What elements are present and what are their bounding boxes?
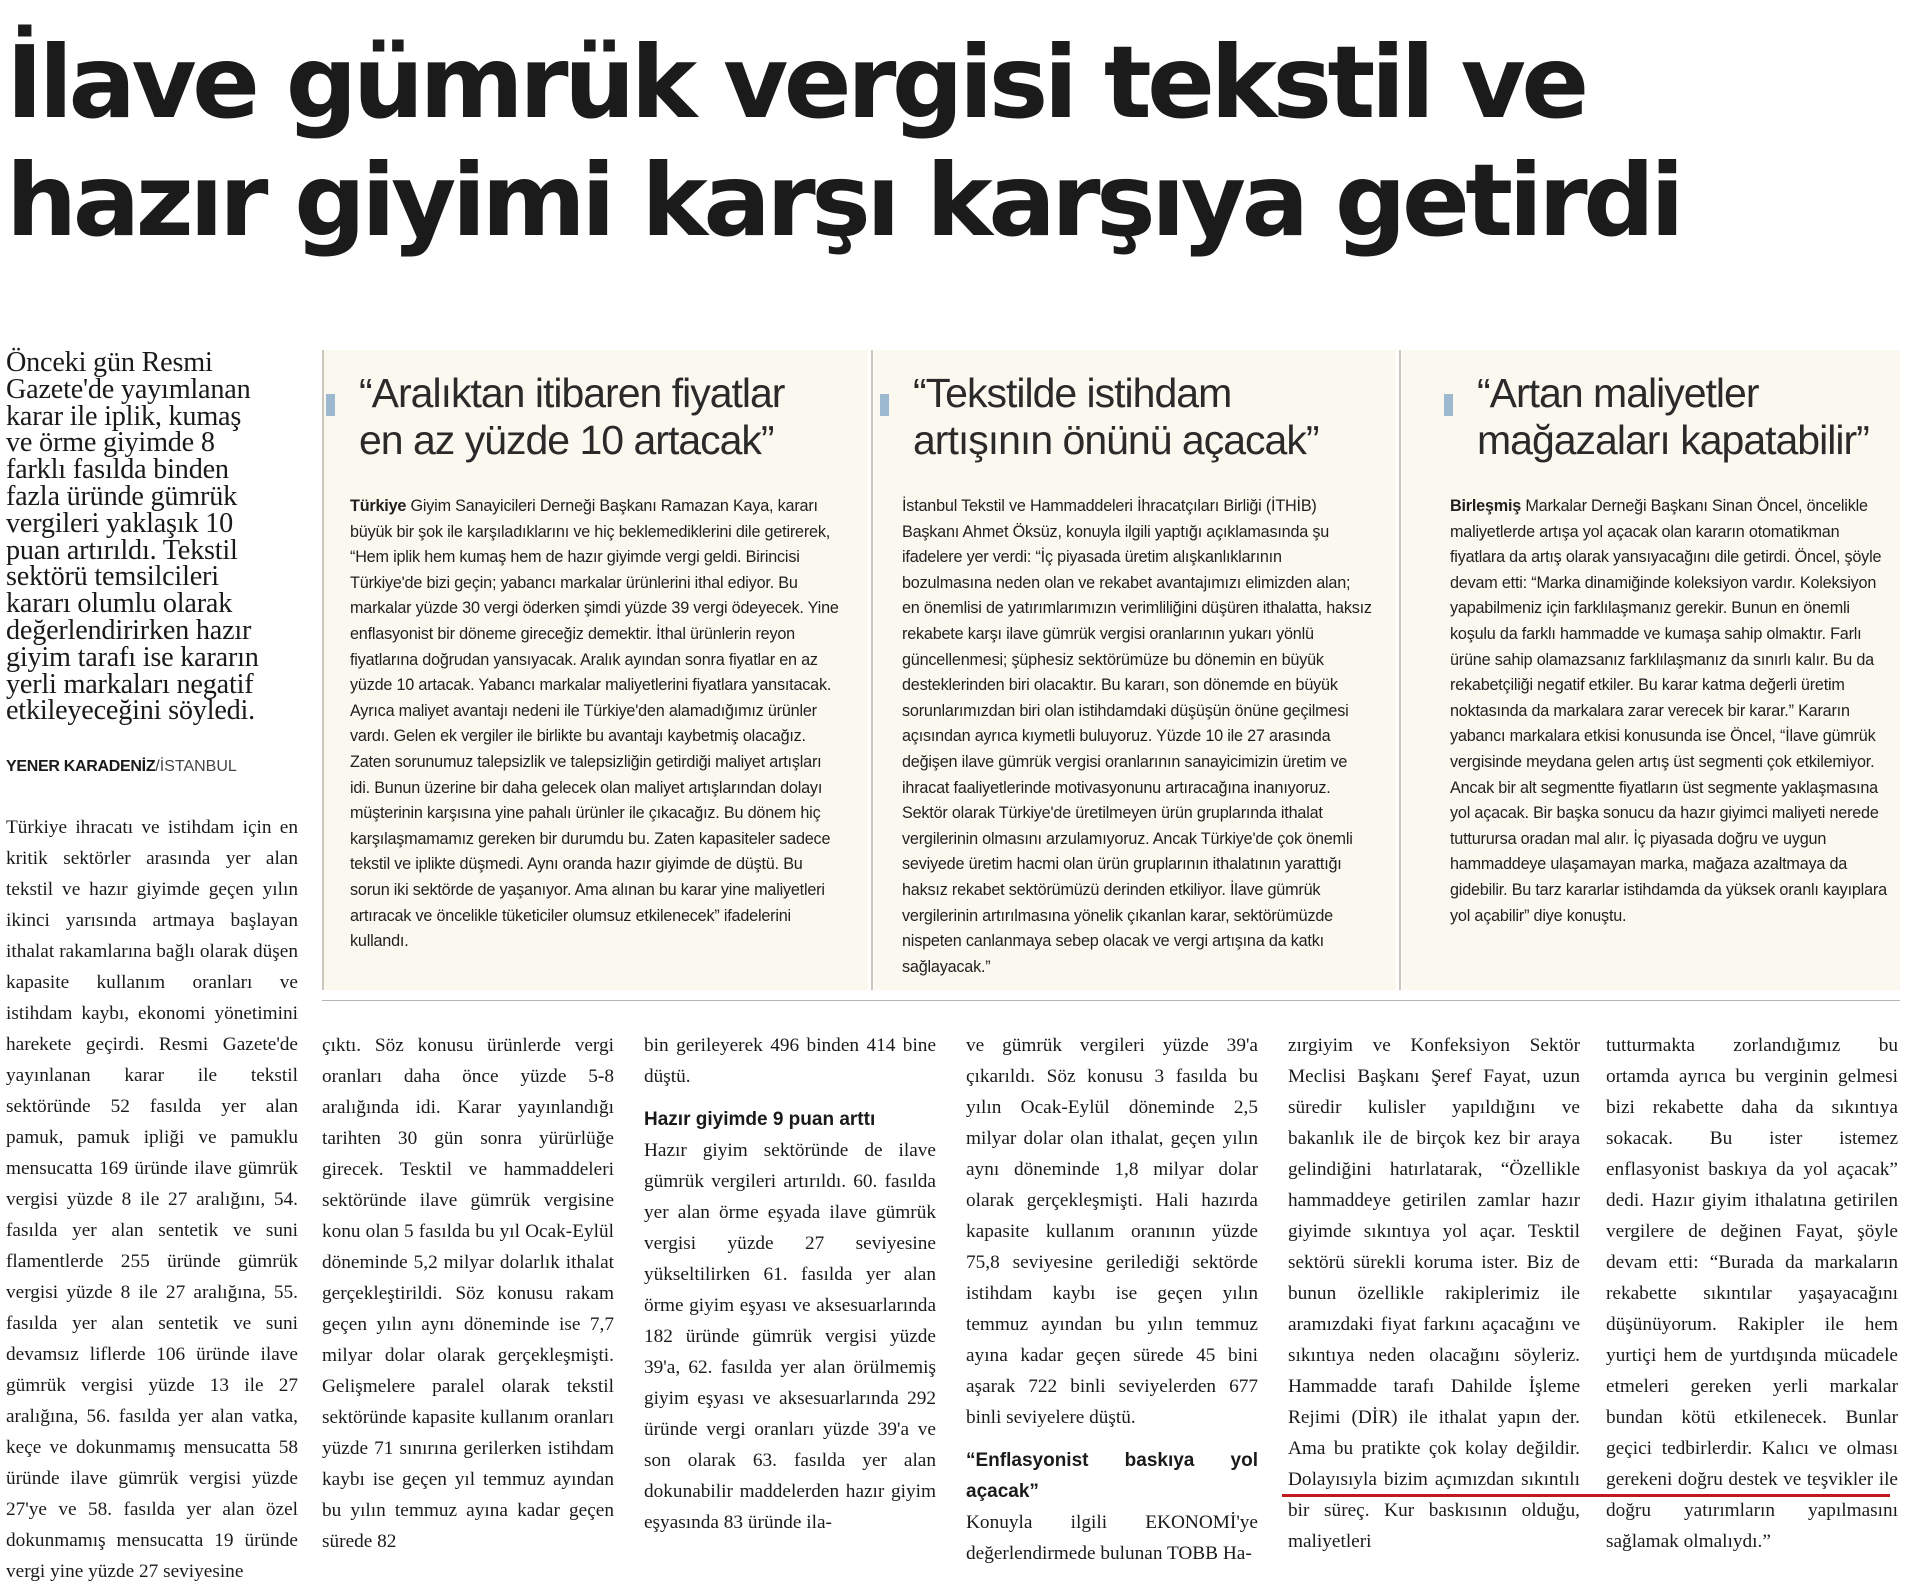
body-column-4-text-b: Konuyla ilgili EKONOMİ'ye değerlendirmede bulunan TOBB Ha- [966, 1512, 1258, 1564]
body-column-1: Türkiye ihracatı ve istihdam için en kritik sektörler arasında yer alan tekstil ve hazır giyimde geçen yılın ikinci yarısında artmaya başlayan ithalat rakamlarına bağlı olarak düşen kapasite kullanım oranları ve istihdam kaybı, ekonomi yönetimini harekete geçirdi. Resmi Gazete'de yayınlanan karar ile tekstil sektöründe 52 fasılda yer alan pamuk, pamuk ipliği ve pamuklu mensucatta 169 üründe ilave gümrük vergisi yüzde 8 ile 27 aralığını, 54. fasılda yer alan sentetik ve suni flamentlerde 255 üründe gümrük vergisi yüzde 8 ile 27 aralığına, 55. fasılda yer alan sentetik ve suni devamsız liflerde 106 üründe ilave gümrük vergisi yüzde 13 ile 27 aralığına, 56. fasılda yer alan vatka, keçe ve dokunmamış mensucatta 58 üründe ilave gümrük vergisi yüzde 27'ye ve 58. fasılda yer alan özel dokunmamış mensucatta 19 üründe vergi yine yüzde 27 seviyesine [6, 817, 298, 1582]
quote-1-title: “Aralıktan itibaren fiyatlar en az yüzde 10 artacak” [359, 370, 785, 463]
quote-2-text: İstanbul Tekstil ve Hammaddeleri İhracatçıları Birliği (İTHİB) Başkanı Ahmet Öksüz, konuyla ilgili yaptığı açıklamasında şu ifadelere yer verdi: “İç piyasada üretim alışkanlıklarının bozulmasına neden olan ve rekabet avantajımızı elimizden alan; en önemlisi de yatırımlarımızın verimliliğini düşüren ithalatta, haksız rekabete karşı ilave gümrük vergisi oranlarının yukarı yönlü güncellenmesi; şüphesiz sektörümüze bu dönemin en büyük desteklerinden biri olacaktır. Bu kararı, son dönemde en büyük sorunlarımızdan biri olan istihdamdaki düşüşün önüne geçilmesi açısından ayrıca kıymetli buluyoruz. Yüzde 10 ile 27 arasında değişen ilave gümrük vergisi oranlarının sanayicimizin üretim ve ihracat faaliyetlerinde motivasyonunu artıracağına inanıyoruz. Sektör olarak Türkiye'de üretilmeyen ürün gruplarında ithalat vergilerinin olmasını arzulamıyoruz. Ancak Türkiye'de çok önemli seviyede üretim hacmi olan ürün gruplarının ithalatının yarattığı haksız rekabet sektörümüzü derinden etkiliyor. İlave gümrük vergilerinin artırılmasına yönelik çıkanlan karar, sektörümüzde nispeten canlanmaya sebep olacak ve vergi artışına da katkı sağlayacak.” [902, 497, 1372, 976]
quote-divider [322, 350, 324, 990]
body-column-4 [966, 1030, 1258, 1569]
quote-3-text: Birleşmiş Markalar Derneği Başkanı Sinan Öncel, öncelikle maliyetlerde artışa yol açacak olan kararın otomatikman fiyatlara da artış olarak yansıyacağını dile getirdi. Öncel, şöyle devam etti: “Marka dinamiğinde koleksiyon vardır. Koleksiyon yapabilmeniz için farklılaşmanız gerekir. Bunun en önemli koşulu da farklı hammadde ve kumaşa sahip olmaktır. Farlı ürüne sahip olamazsanız farklılaşmanız da sınırlı kalır. Bu da rekabetçiliği negatif etkiler. Bu karar katma değerli üretim noktasında da markalara zarar verecek bir karar.” Kararın yabancı markalara etkisi konusunda ise Öncel, “İlave gümrük vergisinde meydana gelen artış üst segmenti çok etkilemiyor. Ancak bir alt segmentte fiyatların üst segmente yaklaşmasına yol açacak. Bir başka sonucu da hazır giyimci maliyeti nerede tutturursa oradan mal alır. İç piyasada doğru ve uygun hammaddeye ulaşamayan marka, mağaza azaltmaya da gidebilir. Bu tarz kararlar istihdamda da yüksek oranlı kayıplara yol açabilir” diye konuştu. [1450, 497, 1887, 925]
quote-1-heading [326, 370, 784, 464]
subhead-enflasyonist: “Enflasyonist baskıya yol açacak” [966, 1450, 1258, 1502]
headline-line-1: İlave gümrük vergisi tekstil ve [6, 24, 1585, 141]
body-column-5: zırgiyim ve Konfeksiyon Sektör Meclisi Başkanı Şeref Fayat, uzun süredir kulisler yapıldığını ve bakanlık ile de birçok kez bir araya gelindiğini hatırlatarak, “Özellikle hammaddeye getirilen zamlar hazır giyimde sıkıntıya yol açar. Tesktil sektörü sürekli koruma ister. Biz de bunun özellikle rakiplerimiz ile aramızdaki fiyat farkını açacağını ve sıkıntıya neden olacağını söyleriz. Hammadde tarafı Dahilde İşleme Rejimi (DİR) ile ithalat yapın der. Ama bu pratikte çok kolay değildir. Dolayısıyla bizim açımızdan sıkıntılı bir süreç. Kur baskısının olduğu, maliyetleri [1288, 1035, 1580, 1552]
lede-paragraph: Önceki gün Resmi Gazete'de yayımlanan karar ile iplik, kumaş ve örme giyimde 8 farklı fasılda binden fazla üründe gümrük vergileri yaklaşık 10 puan artırıldı. Tekstil sektörü temsilcileri kararı olumlu olarak değerlendirirken hazır giyim tarafı ise kararın yerli markaları negatif etkileyeceğini söyledi. [6, 347, 259, 727]
byline-city: /İSTANBUL [155, 758, 237, 775]
body-column-6: tutturmakta zorlandığımız bu ortamda ayrıca bu verginin gelmesi bizi rekabette daha da sıkıntıya sokacak. Bu ister istemez enflasyonist baskıya da yol açacak” dedi. Hazır giyim ithalatına getirilen vergilere de değinen Fayat, şöyle devam etti: “Burada da markaların rekabette sıkıntılar yaşayacağını düşünüyorum. Rakipler ile hem yurtiçi hem de yurtdışında mücadele etmeleri gereken yerli markalar bundan kötü etkilenecek. Bunlar geçici tedbirlerdir. Kalıcı ve olması gerekeni doğru destek ve teşvikler ile doğru yatırımların yapılmasını sağlamak olmalıydı.” [1606, 1035, 1898, 1552]
body-column-3-text-a: bin gerileyerek 496 binden 414 bine düştü. [644, 1035, 936, 1087]
byline-author: YENER KARADENİZ [6, 758, 156, 775]
quote-divider [1399, 350, 1401, 990]
headline [6, 24, 1896, 260]
quote-divider [871, 350, 873, 990]
body-column-3 [644, 1030, 936, 1538]
body-column-3-text-b: Hazır giyim sektöründe de ilave gümrük vergileri artırıldı. 60. fasılda yer alan örme eşyada ilave gümrük vergisi yüzde 27 seviyesine yükseltilirken 61. fasılda yer alan örme giyim eşyası ve aksesuarlarında 182 üründe gümrük vergisi yüzde 39'a, 62. fasılda yer alan örülmemiş giyim eşyası ve aksesuarlarında 292 üründe vergi oranları yüzde 39'a ve son olarak 63. fasılda yer alan dokunabilir maddelerden hazır giyim eşyasında 83 üründe ila- [644, 1140, 936, 1533]
quote-1-text: Türkiye Giyim Sanayicileri Derneği Başkanı Ramazan Kaya, kararı büyük bir şok ile karşıladıklarını ve hiç beklemediklerini dile getirerek, “Hem iplik hem kumaş hem de hazır giyimde vergi geldi. Birincisi Türkiye'de bizi geçin; yabancı markalar ürünlerini ithal ediyor. Bu markalar yüzde 30 vergi öderken şimdi yüzde 39 vergi ödeyecek. Yine enflasyonist bir döneme gireceğiz demektir. İthal ürünlerin reyon fiyatlarına doğrudan yansıyacak. Aralık ayından sonra fiyatlar en az yüzde 10 artacak. Yabancı markalar maliyetlerini fiyatlara yansıtacak. Ayrıca maliyet avantajı nedeni ile Türkiye'den alamadığımız ürünler vardı. Gelen ek vergiler ile birlikte bu avantajı kaybetmiş olacağız. Zaten sorunumuz talepsizlik ve talepsizliğin getirdiği maliyet artışları idi. Bunun üzerine bir daha gelecek olan maliyet artışlarından dolayı müşterinin karşısına yine pahalı ürünler ile çıkacağız. Bu dönem hiç karşılaşmamamız gereken bir durumdu bu. Zaten kapasiteler sadece tekstil ve iplikte düşmedi. Aynı oranda hazır giyimde de düştü. Bu sorun iki sektörde de yaşanıyor. Ama alınan bu karar yine maliyetleri artıracak ve öncelikle tüketiciler olumsuz etkilenecek” ifadelerini kullandı. [350, 497, 839, 951]
headline-line-2: hazır giyimi karşı karşıya getirdi [6, 142, 1681, 259]
subhead-hazir-giyim: Hazır giyimde 9 puan arttı [644, 1109, 876, 1130]
body-column-2: çıktı. Söz konusu ürünlerde vergi oranları daha önce yüzde 5-8 aralığında idi. Karar yayınlandığı tarihten 30 gün sonra yürürlüğe girecek. Tesktil ve hammaddeleri sektöründe ilave gümrük vergisine konu olan 5 fasılda bu yıl Ocak-Eylül döneminde 5,2 milyar dolarlık ithalat gerçekleştirildi. Söz konusu rakam geçen yılın aynı döneminde ise 7,7 milyar dolar olarak gerçekleşmişti. Gelişmelere paralel olarak tekstil sektöründe kapasite kullanım oranları yüzde 71 sınırına gerilerken istihdam kaybı ise geçen yıl temmuz ayından bu yılın temmuz ayına kadar geçen sürede 82 [322, 1035, 614, 1552]
quote-2-heading [880, 370, 1318, 464]
quote-marker-icon [1444, 394, 1453, 416]
quote-marker-icon [880, 394, 889, 416]
section-rule [322, 1000, 1900, 1001]
quote-3-heading [1444, 370, 1869, 464]
accent-rule [1282, 1494, 1890, 1497]
quote-3-title: “Artan maliyetler mağazaları kapatabilir” [1477, 370, 1869, 463]
body-column-4-text-a: ve gümrük vergileri yüzde 39'a çıkarıldı. Söz konusu 3 fasılda bu yılın Ocak-Eylül döneminde 2,5 milyar dolar olan ithalat, geçen yılın aynı döneminde 1,8 milyar dolar olarak gerçekleşmişti. Hali hazırda kapasite kullanım oranının yüzde 75,8 seviyesine gerilediği sektörde istihdam kaybı ise geçen yılın temmuz ayından bu yılın temmuz ayına kadar geçen sürede 45 bini aşarak 722 binli seviyelerden 677 binli seviyelere düştü. [966, 1035, 1258, 1428]
quote-marker-icon [326, 394, 335, 416]
byline [6, 758, 306, 776]
quote-2-title: “Tekstilde istihdam artışının önünü açacak” [913, 370, 1319, 463]
